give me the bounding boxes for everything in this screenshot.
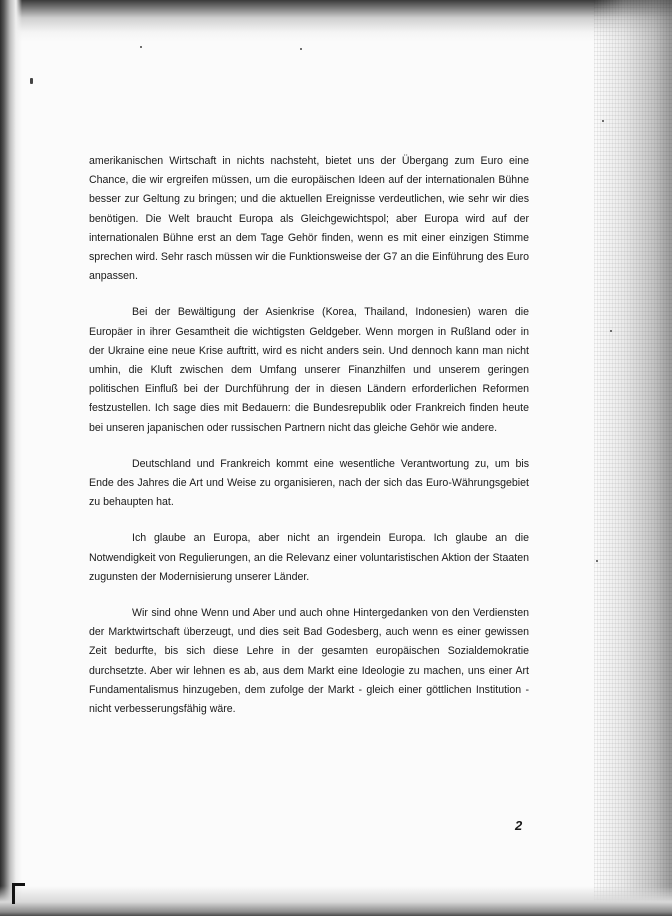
scan-speck bbox=[140, 46, 142, 48]
scan-speck bbox=[610, 330, 612, 332]
scan-edge-top bbox=[0, 0, 672, 42]
scan-edge-right bbox=[594, 0, 672, 916]
scan-speck bbox=[596, 560, 598, 562]
paragraph-4: Ich glaube an Europa, aber nicht an irgendein Europa. Ich glaube an die Notwendigkeit von Regulierungen, an die Relevanz einer voluntaristischen Aktion der Staaten zugunsten der Modernisierung unserer Länder. bbox=[89, 532, 529, 583]
scan-edge-left bbox=[0, 0, 22, 916]
scan-speck bbox=[300, 48, 302, 50]
paragraph-5: Wir sind ohne Wenn und Aber und auch ohne Hintergedanken von den Verdiensten der Marktwirtschaft überzeugt, und dies seit Bad Godesberg, auch wenn es einer gewissen Zeit bedurfte, bis sich diese Lehre in der gesamten europäischen Sozialdemokratie durchsetzte. Aber wir lehnen es ab, aus dem Markt eine Ideologie zu machen, uns einer Art Fundamentalismus hinzugeben, dem zufolge der Markt - gleich einer göttlichen Institution - nicht verbesserungsfähig wäre. bbox=[89, 607, 529, 716]
scan-corner-mark bbox=[12, 883, 25, 904]
scan-edge-bottom bbox=[0, 886, 672, 916]
scan-speck bbox=[30, 78, 33, 84]
paragraph-3: Deutschland und Frankreich kommt eine wesentliche Verantwortung zu, um bis Ende des Jahres die Art und Weise zu organisieren, nach der sich das Euro-Währungsgebiet zu behaupten hat. bbox=[89, 457, 529, 509]
scan-speck bbox=[602, 120, 604, 122]
paragraph-1: amerikanischen Wirtschaft in nichts nachsteht, bietet uns der Übergang zum Euro eine Chance, die wir ergreifen müssen, um die europäischen Ideen auf der internationalen Bühne besser zur Geltung zu bringen; und die aktuellen Ereignisse verdeutlichen, wie sehr wir dies benötigen. Die Welt braucht Europa als Gleichgewichtspol; aber Europa wird auf der internationalen Bühne erst an dem Tage Gehör finden, wenn es mit einer einzigen Stimme sprechen wird. Sehr rasch müssen wir die Funktionsweise der G7 an die Einführung des Euro anpassen. bbox=[89, 155, 529, 283]
paragraph-2: Bei der Bewältigung der Asienkrise (Korea, Thailand, Indonesien) waren die Europäer in ihrer Gesamtheit die wichtigsten Geldgeber. Wenn morgen in Rußland oder in der Ukraine eine neue Krise auftritt, wird es nicht anders sein. Und dennoch kann man nicht umhin, die Kluft zwischen dem Umfang unserer Finanzhilfen und unserem geringen politischen Einfluß bei der Durchführung der in diesen Ländern erforderlichen Reformen festzustellen. Ich sage dies mit Bedauern: die Bundesrepublik oder Frankreich finden heute bei unseren japanischen oder russischen Partnern nicht das gleiche Gehör wie andere. bbox=[89, 306, 529, 434]
document-body bbox=[89, 152, 529, 736]
page-number: 2 bbox=[515, 818, 523, 833]
